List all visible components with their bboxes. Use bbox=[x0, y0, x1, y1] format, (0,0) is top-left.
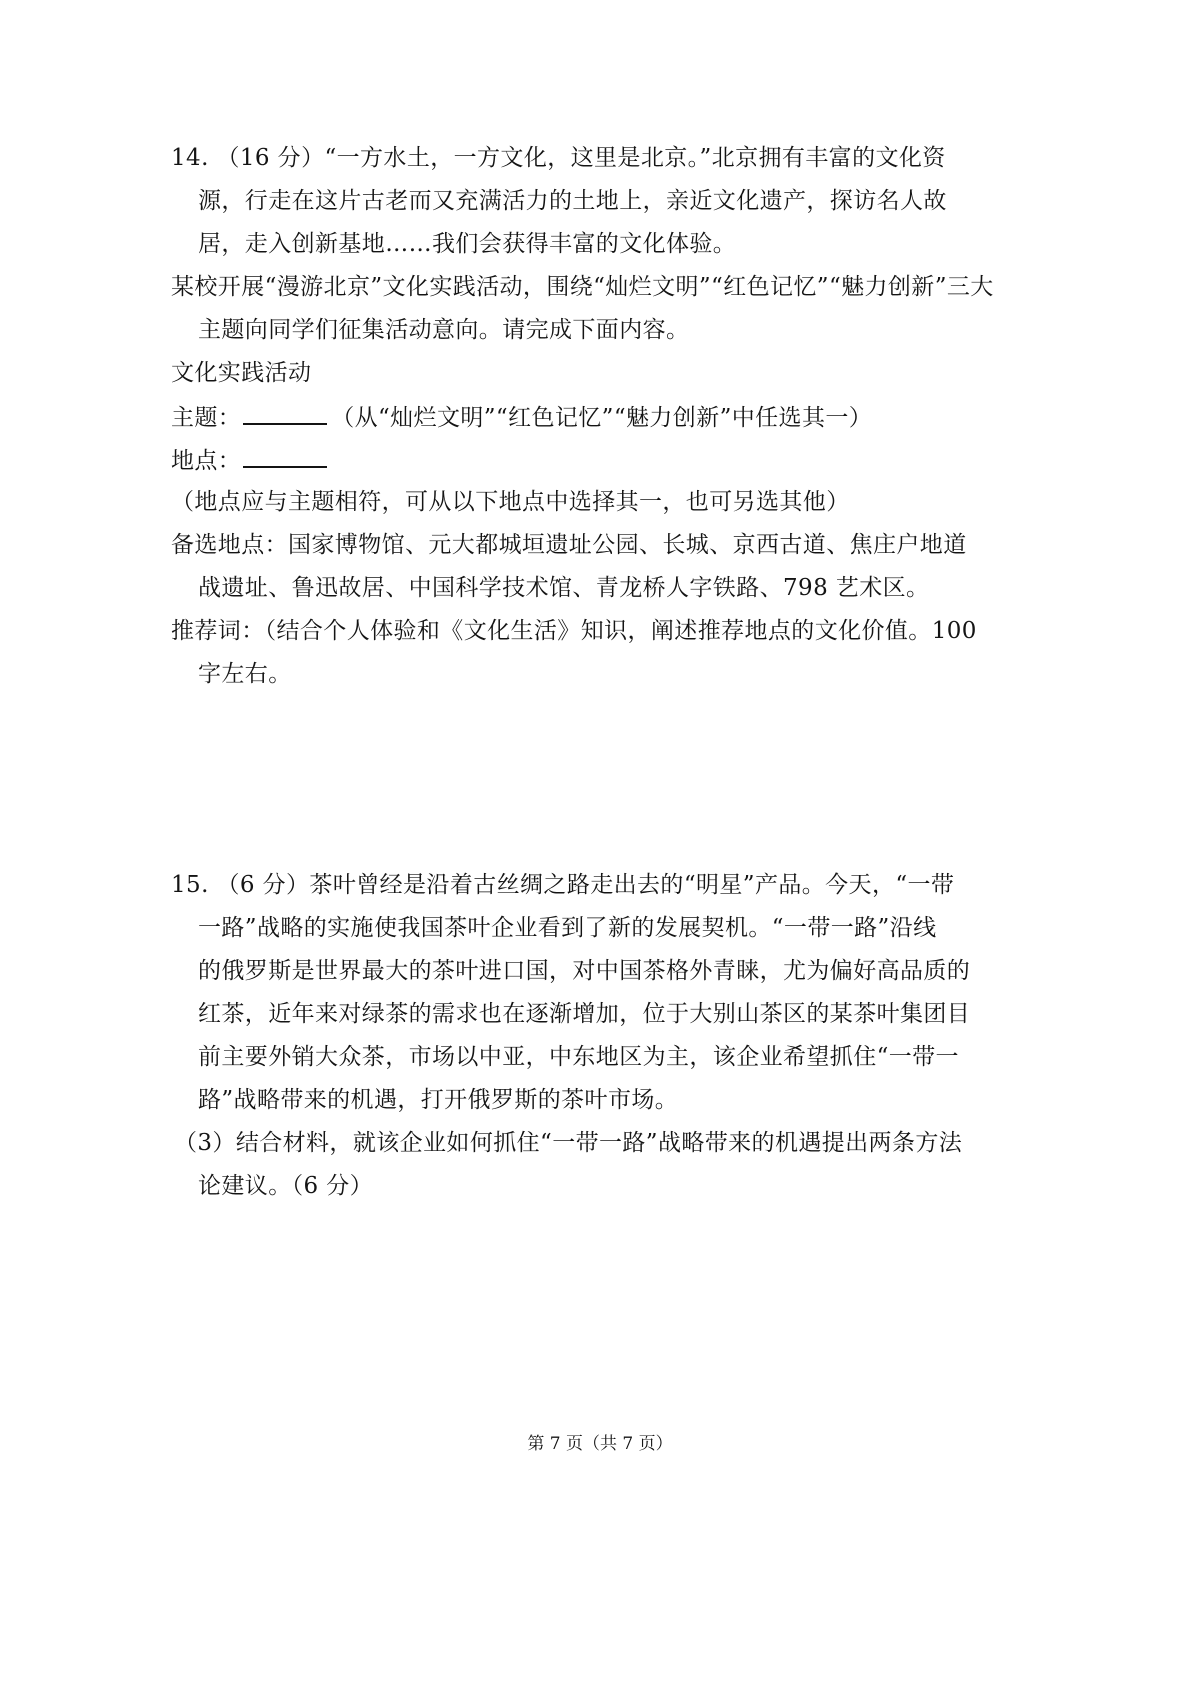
recommend-line-1: 推荐词：（结合个人体验和《文化生活》知识，阐述推荐地点的文化价值。100 bbox=[171, 618, 977, 644]
place-note: （地点应与主题相符，可从以下地点中选择其一，也可另选其他） bbox=[171, 489, 850, 515]
options-line-2: 战遗址、鲁迅故居、中国科学技术馆、青龙桥人字铁路、798 艺术区。 bbox=[198, 575, 930, 601]
q15-sub3-line-1: （3）结合材料，就该企业如何抓住“一带一路”战略带来的机遇提出两条方法 bbox=[174, 1130, 963, 1156]
q14-line-1: 14. （16 分）“一方水土，一方文化，这里是北京。”北京拥有丰富的文化资 bbox=[171, 145, 946, 171]
page-number-footer: 第 7 页（共 7 页） bbox=[527, 1434, 673, 1454]
theme-row bbox=[171, 401, 872, 433]
q15-line-2: 一路”战略的实施使我国茶叶企业看到了新的发展契机。“一带一路”沿线 bbox=[198, 915, 937, 941]
q15-line-5: 前主要外销大众茶，市场以中亚，中东地区为主，该企业希望抓住“一带一 bbox=[198, 1044, 959, 1070]
place-row bbox=[171, 444, 331, 476]
recommend-line-2: 字左右。 bbox=[198, 661, 292, 687]
q15-sub3-line-2: 论建议。（6 分） bbox=[198, 1173, 374, 1199]
form-title: 文化实践活动 bbox=[171, 360, 312, 386]
theme-answer-blank[interactable] bbox=[243, 401, 327, 425]
theme-label: 主题： bbox=[171, 405, 242, 431]
options-line-1: 备选地点：国家博物馆、元大都城垣遗址公园、长城、京西古道、焦庄户地道 bbox=[171, 532, 967, 558]
theme-hint: （从“灿烂文明”“红色记忆”“魅力创新”中任选其一） bbox=[331, 405, 873, 431]
q15-line-3: 的俄罗斯是世界最大的茶叶进口国，对中国茶格外青睐，尤为偏好高品质的 bbox=[198, 958, 971, 984]
place-answer-blank[interactable] bbox=[243, 444, 327, 468]
place-label: 地点： bbox=[171, 448, 242, 474]
q14-line-3: 居，走入创新基地……我们会获得丰富的文化体验。 bbox=[198, 231, 737, 257]
q14-line-4: 某校开展“漫游北京”文化实践活动，围绕“灿烂文明”“红色记忆”“魅力创新”三大 bbox=[171, 274, 994, 300]
q15-line-1: 15. （6 分）茶叶曾经是沿着古丝绸之路走出去的“明星”产品。今天，“一带 bbox=[171, 872, 955, 898]
q14-line-5: 主题向同学们征集活动意向。请完成下面内容。 bbox=[198, 317, 690, 343]
q15-line-4: 红茶，近年来对绿茶的需求也在逐渐增加，位于大别山茶区的某茶叶集团目 bbox=[198, 1001, 971, 1027]
q15-line-6: 路”战略带来的机遇，打开俄罗斯的茶叶市场。 bbox=[198, 1087, 679, 1113]
q14-line-2: 源，行走在这片古老而又充满活力的土地上，亲近文化遗产，探访名人故 bbox=[198, 188, 947, 214]
